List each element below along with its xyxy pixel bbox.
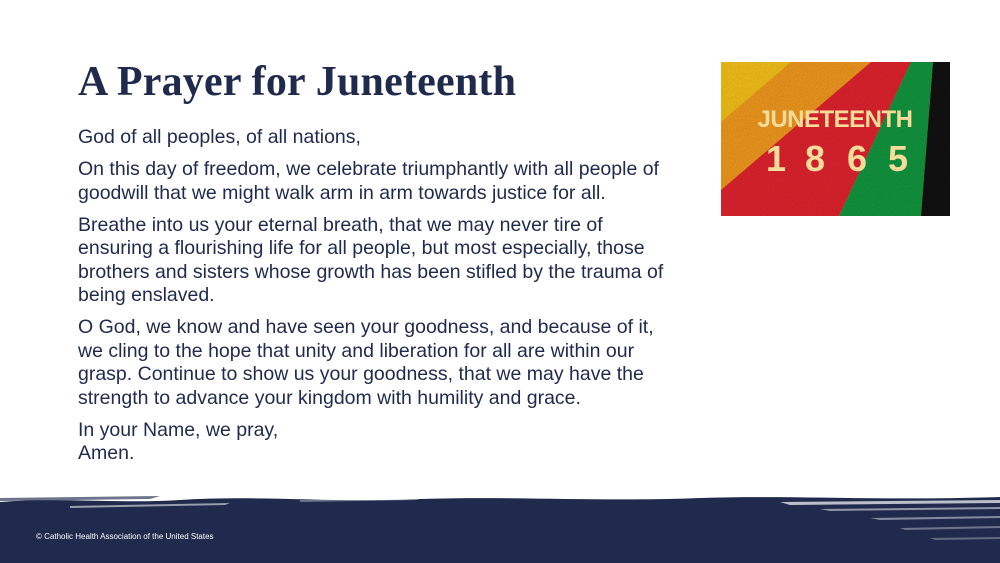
brush-stroke-band: [0, 488, 1000, 563]
text-line: God of all peoples, of all nations,: [78, 126, 361, 148]
footer-band: [0, 488, 1000, 563]
text-line: goodwill that we might walk arm in arm towards justice for all.: [78, 181, 606, 204]
text-line: On this day of freedom, we celebrate triumphantly with all people of: [78, 158, 659, 180]
paragraph-goodness: [78, 316, 718, 410]
text-line: Amen.: [78, 442, 135, 464]
text-line: grasp. Continue to show us your goodness, that we may have the: [78, 363, 644, 385]
paragraph-invocation: [78, 126, 718, 150]
paragraph-breath: [78, 214, 718, 308]
band-shape: [0, 497, 1000, 563]
juneteenth-image: [721, 62, 950, 216]
text-line: we cling to the hope that unity and liberation for all are within our: [78, 339, 635, 362]
paragraph-freedom: [78, 158, 718, 205]
juneteenth-graphic: [721, 62, 950, 216]
text-line: being enslaved.: [78, 284, 215, 306]
text-line: strength to advance your kingdom with humility and grace.: [78, 386, 581, 409]
copyright-notice: © Catholic Health Association of the United States: [36, 532, 214, 541]
text-line: In your Name, we pray,: [78, 418, 279, 441]
texture-overlay: [721, 62, 950, 216]
text-line: ensuring a flourishing life for all people, but most especially, those: [78, 237, 645, 259]
prayer-text: [78, 126, 718, 474]
year-digit: 5: [887, 138, 909, 179]
text-line: O God, we know and have seen your goodness, and because of it,: [78, 316, 654, 338]
text-line: brothers and sisters whose growth has been stifled by the trauma of: [78, 260, 664, 283]
slide-title: A Prayer for Juneteenth: [78, 59, 517, 105]
paragraph-closing: [78, 419, 718, 466]
juneteenth-heading: JUNETEENTH: [757, 106, 913, 133]
year-digit: 8: [804, 138, 826, 179]
year-digit: 1: [765, 138, 787, 179]
brush-streak: [0, 496, 160, 501]
text-line: Breathe into us your eternal breath, that we may never tire of: [78, 213, 603, 236]
year-digit: 6: [846, 138, 868, 179]
